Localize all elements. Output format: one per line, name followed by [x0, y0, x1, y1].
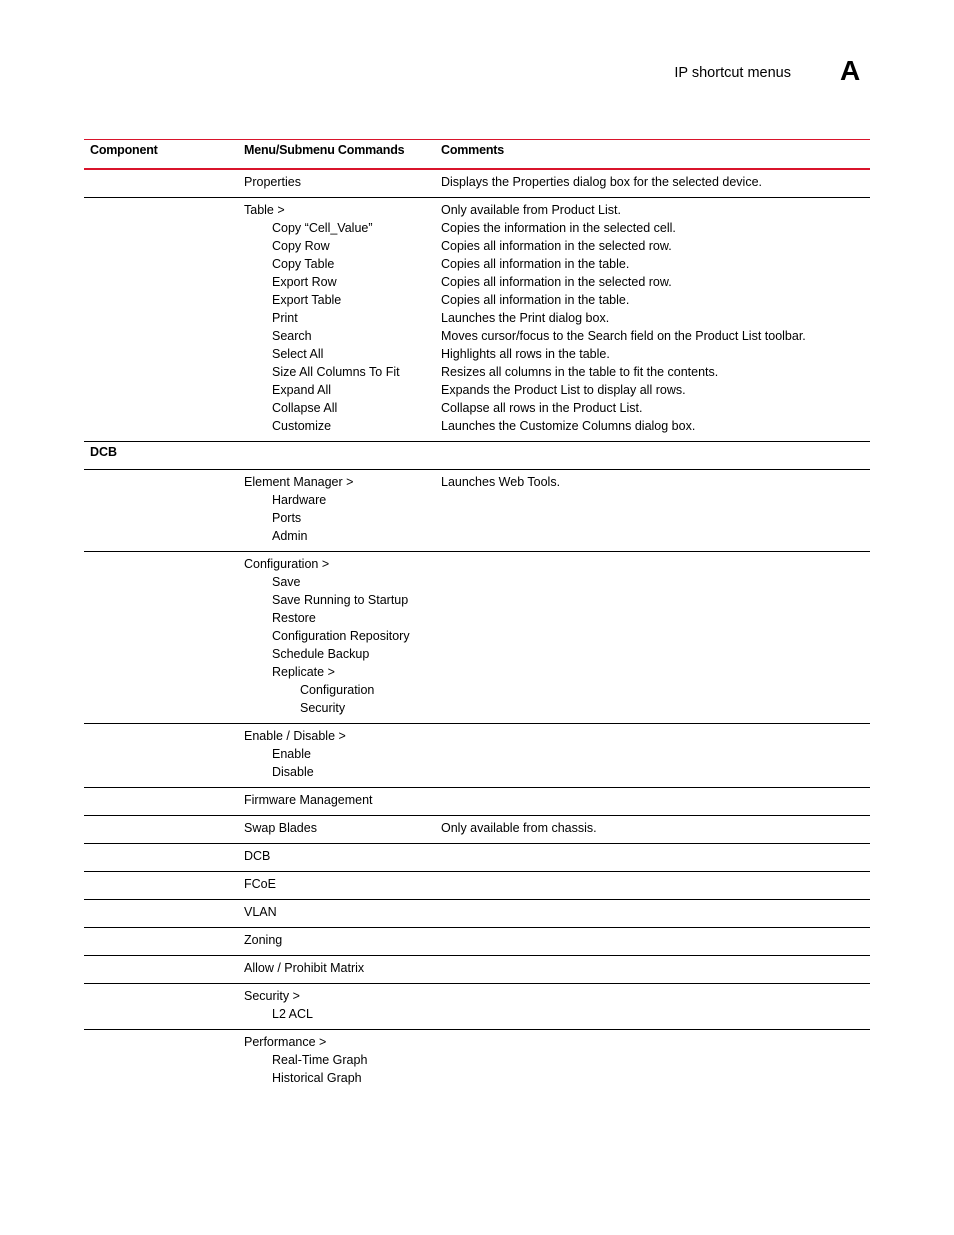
table-line	[84, 727, 870, 745]
table-row	[84, 900, 870, 928]
table-line	[84, 987, 870, 1005]
table-line	[84, 417, 870, 435]
table-line	[84, 681, 870, 699]
submenu-command: Configuration Repository	[272, 629, 410, 643]
table-line	[84, 291, 870, 309]
comment-text: Copies the information in the selected cell.	[441, 221, 676, 235]
table-row	[84, 844, 870, 872]
table-line	[84, 173, 870, 191]
table-line	[84, 445, 870, 463]
submenu-command: Export Table	[272, 293, 342, 307]
menu-command: Swap Blades	[244, 821, 317, 835]
menu-command: Performance >	[244, 1035, 327, 1049]
comment-text: Copies all information in the table.	[441, 257, 630, 271]
column-header-component: Component	[90, 143, 158, 157]
table-row	[84, 552, 870, 724]
table-line	[84, 627, 870, 645]
table-row	[84, 170, 870, 198]
table-body	[84, 170, 870, 1093]
submenu-command: Copy Row	[272, 239, 330, 253]
submenu-command: Size All Columns To Fit	[272, 365, 400, 379]
comment-text: Moves cursor/focus to the Search field on the Product List toolbar.	[441, 329, 806, 343]
table-line	[84, 273, 870, 291]
table-line	[84, 663, 870, 681]
menu-command: Enable / Disable >	[244, 729, 346, 743]
submenu-command: Historical Graph	[272, 1071, 362, 1085]
table-row	[84, 956, 870, 984]
table-line	[84, 699, 870, 717]
submenu-command: Copy Table	[272, 257, 335, 271]
table-line	[84, 219, 870, 237]
table-header	[84, 139, 870, 170]
submenu-command: Save Running to Startup	[272, 593, 409, 607]
submenu-command: Replicate >	[272, 665, 335, 679]
submenu-command: Collapse All	[272, 401, 338, 415]
table-line	[84, 573, 870, 591]
table-line	[84, 473, 870, 491]
comment-text: Only available from Product List.	[441, 203, 621, 217]
table-line	[84, 959, 870, 977]
table-line	[84, 645, 870, 663]
comment-text: Copies all information in the selected row.	[441, 275, 672, 289]
submenu-command: Select All	[272, 347, 324, 361]
table-line	[84, 381, 870, 399]
comment-text: Copies all information in the selected row.	[441, 239, 672, 253]
table-line	[84, 745, 870, 763]
menu-command: Element Manager >	[244, 475, 354, 489]
submenu-command: Configuration	[300, 683, 375, 697]
table-line	[84, 509, 870, 527]
table-line	[84, 791, 870, 809]
table-line	[84, 399, 870, 417]
table-line	[84, 491, 870, 509]
table-line	[84, 237, 870, 255]
menu-command: Configuration >	[244, 557, 330, 571]
table-line	[84, 309, 870, 327]
component-label: DCB	[90, 445, 118, 459]
table-line	[84, 1033, 870, 1051]
menu-command: Firmware Management	[244, 793, 373, 807]
table-row	[84, 984, 870, 1030]
table-line	[84, 931, 870, 949]
table-line	[84, 1051, 870, 1069]
table-line	[84, 527, 870, 545]
table-line	[84, 1005, 870, 1023]
table-line	[84, 591, 870, 609]
table-row	[84, 442, 870, 470]
submenu-command: Enable	[272, 747, 311, 761]
comment-text: Highlights all rows in the table.	[441, 347, 610, 361]
comment-text: Copies all information in the table.	[441, 293, 630, 307]
table-line	[84, 609, 870, 627]
table-row	[84, 928, 870, 956]
column-header-comments: Comments	[441, 143, 504, 157]
table-line	[84, 363, 870, 381]
table-line	[84, 875, 870, 893]
column-header-menu-commands: Menu/Submenu Commands	[244, 143, 405, 157]
comment-text: Only available from chassis.	[441, 821, 597, 835]
table-line	[84, 201, 870, 219]
submenu-command: Copy “Cell_Value”	[272, 221, 373, 235]
table-line	[84, 327, 870, 345]
comment-text: Displays the Properties dialog box for the selected device.	[441, 175, 763, 189]
table-line	[84, 1069, 870, 1087]
table-row	[84, 198, 870, 442]
menu-command: VLAN	[244, 905, 277, 919]
table-row	[84, 724, 870, 788]
submenu-command: Expand All	[272, 383, 332, 397]
submenu-command: Real-Time Graph	[272, 1053, 368, 1067]
submenu-command: Disable	[272, 765, 314, 779]
menu-command: DCB	[244, 849, 271, 863]
submenu-command: Restore	[272, 611, 316, 625]
comment-text: Launches the Customize Columns dialog box.	[441, 419, 696, 433]
table-row	[84, 470, 870, 552]
submenu-command: L2 ACL	[272, 1007, 314, 1021]
shortcut-menu-table	[84, 139, 870, 1093]
submenu-command: Security	[300, 701, 346, 715]
submenu-command: Admin	[272, 529, 308, 543]
menu-command: FCoE	[244, 877, 276, 891]
table-row	[84, 872, 870, 900]
menu-command: Table >	[244, 203, 285, 217]
table-line	[84, 903, 870, 921]
submenu-command: Ports	[272, 511, 302, 525]
submenu-command: Save	[272, 575, 301, 589]
comment-text: Launches the Print dialog box.	[441, 311, 610, 325]
submenu-command: Search	[272, 329, 312, 343]
comment-text: Collapse all rows in the Product List.	[441, 401, 643, 415]
menu-command: Allow / Prohibit Matrix	[244, 961, 365, 975]
header-title: IP shortcut menus	[674, 65, 791, 81]
table-line	[84, 763, 870, 781]
table-line	[84, 819, 870, 837]
submenu-command: Hardware	[272, 493, 327, 507]
table-row	[84, 816, 870, 844]
appendix-letter: A	[840, 55, 861, 86]
table-row	[84, 788, 870, 816]
submenu-command: Schedule Backup	[272, 647, 370, 661]
table-row	[84, 1030, 870, 1093]
submenu-command: Export Row	[272, 275, 337, 289]
table-line	[84, 555, 870, 573]
table-line	[84, 847, 870, 865]
comment-text: Launches Web Tools.	[441, 475, 561, 489]
table-line	[84, 255, 870, 273]
menu-command: Zoning	[244, 933, 283, 947]
comment-text: Expands the Product List to display all rows.	[441, 383, 686, 397]
table-line	[84, 345, 870, 363]
submenu-command: Print	[272, 311, 298, 325]
comment-text: Resizes all columns in the table to fit the contents.	[441, 365, 719, 379]
submenu-command: Customize	[272, 419, 332, 433]
menu-command: Security >	[244, 989, 300, 1003]
menu-command: Properties	[244, 175, 301, 189]
